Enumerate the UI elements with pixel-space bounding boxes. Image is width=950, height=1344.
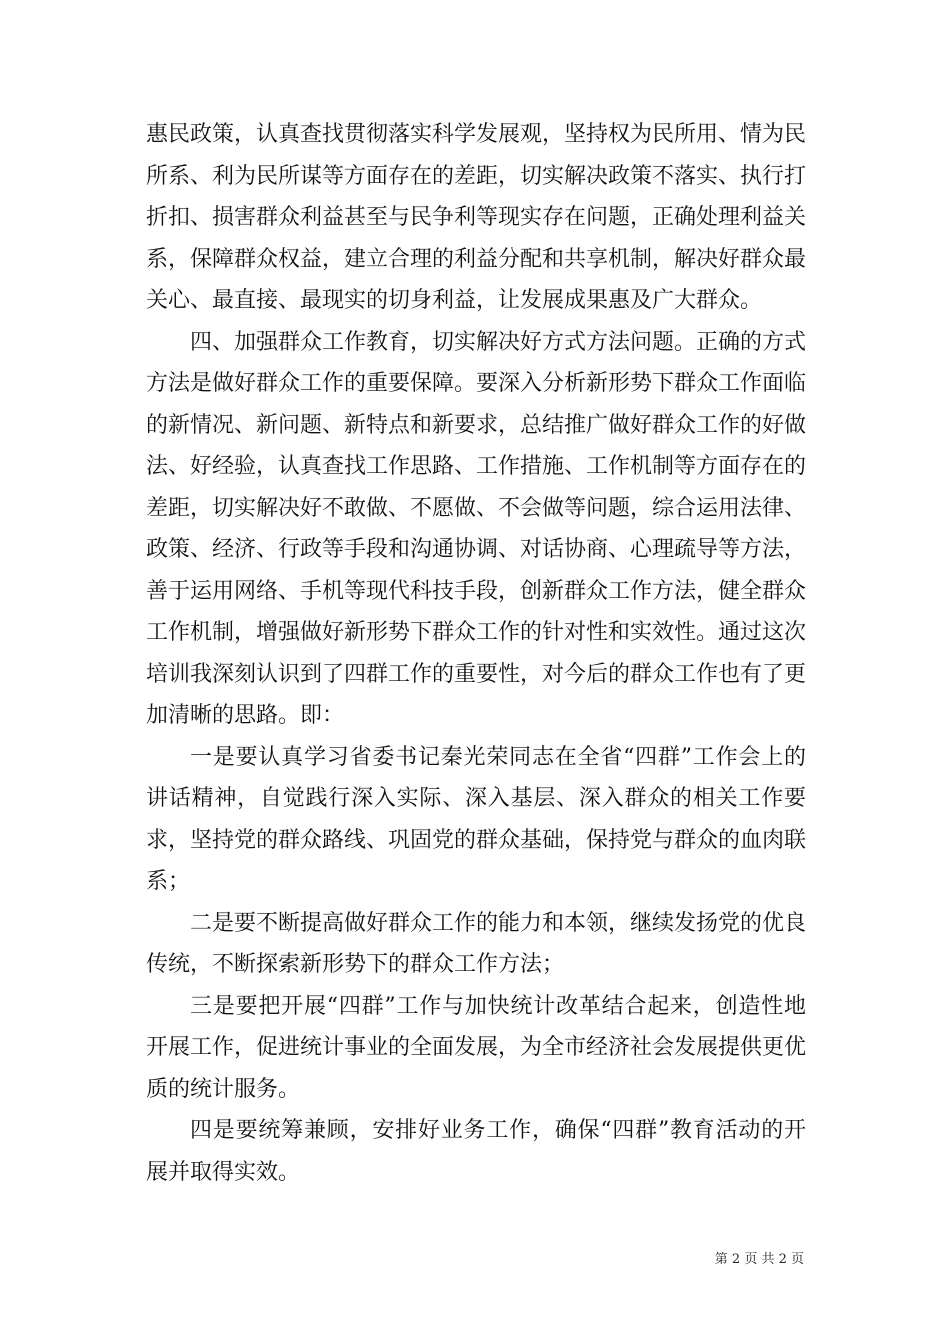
page-number-footer: 第 2 页 共 2 页 xyxy=(714,1252,804,1267)
document-body xyxy=(146,114,806,1193)
paragraph-4: 二是要不断提高做好群众工作的能力和本领，继续发扬党的优良传统，不断探索新形势下的群众工作方法； xyxy=(146,910,807,977)
paragraph-3: 一是要认真学习省委书记秦光荣同志在全省“四群”工作会上的讲话精神，自觉践行深入实际、深入基层、深入群众的相关工作要求，坚持党的群众路线、巩固党的群众基础，保持党与群众的血肉联系； xyxy=(146,744,807,894)
paragraph-2: 四、加强群众工作教育，切实解决好方式方法问题。正确的方式方法是做好群众工作的重要保障。要深入分析新形势下群众工作面临的新情况、新问题、新特点和新要求，总结推广做好群众工作的好做法、好经验，认真查找工作思路、工作措施、工作机制等方面存在的差距，切实解决好不敢做、不愿做、不会做等问题，综合运用法律、政策、经济、行政等手段和沟通协调、对话协商、心理疏导等方法，善于运用网络、手机等现代科技手段，创新群众工作方法，健全群众工作机制，增强做好新形势下群众工作的针对性和实效性。通过这次培训我深刻认识到了四群工作的重要性，对今后的群众工作也有了更加清晰的思路。即： xyxy=(146,329,807,728)
paragraph-1: 惠民政策，认真查找贯彻落实科学发展观，坚持权为民所用、情为民所系、利为民所谋等方面存在的差距，切实解决政策不落实、执行打折扣、损害群众利益甚至与民争利等现实存在问题，正确处理利益关系，保障群众权益，建立合理的利益分配和共享机制，解决好群众最关心、最直接、最现实的切身利益，让发展成果惠及广大群众。 xyxy=(146,122,807,313)
paragraph-6: 四是要统筹兼顾，安排好业务工作，确保“四群”教育活动的开展并取得实效。 xyxy=(146,1118,806,1185)
paragraph-5: 三是要把开展“四群”工作与加快统计改革结合起来，创造性地开展工作，促进统计事业的全面发展，为全市经济社会发展提供更优质的统计服务。 xyxy=(146,993,807,1102)
